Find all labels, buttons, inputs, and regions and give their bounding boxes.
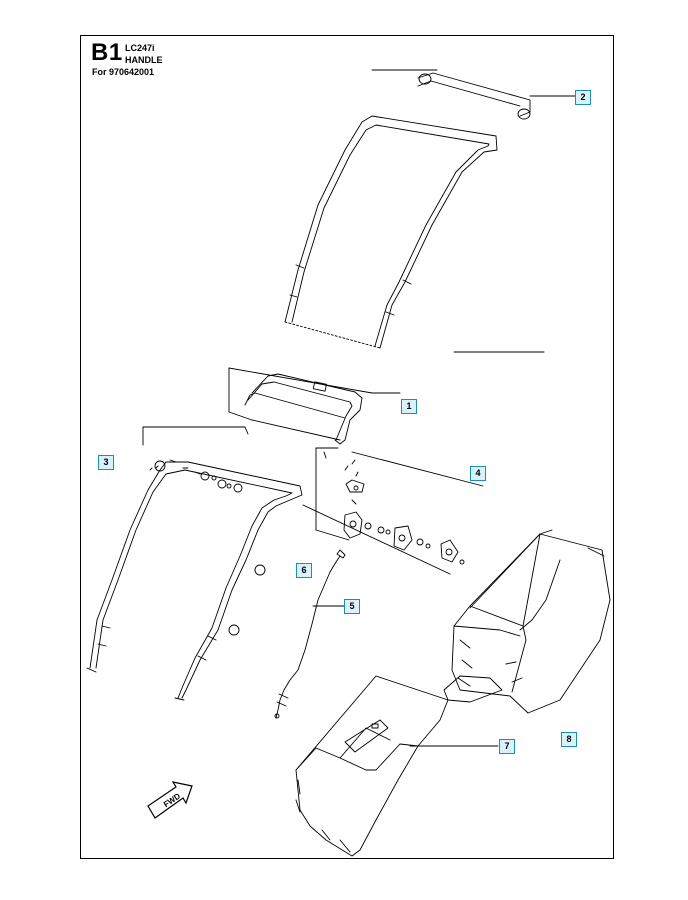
callout-3: 3 (98, 455, 114, 470)
callout-7: 7 (499, 739, 515, 754)
callout-8: 8 (561, 732, 577, 747)
upper-grip-bar (372, 70, 575, 119)
bag-frame (296, 676, 498, 856)
part3-bracket-lines (143, 427, 248, 445)
diagram-title: HANDLE (125, 55, 163, 65)
callout-4: 4 (470, 466, 486, 481)
height-adjust-assembly (303, 448, 483, 574)
lower-handle-tube (87, 460, 302, 700)
grass-bag (444, 530, 610, 713)
callout-2: 2 (575, 90, 591, 105)
model-name: LC247i (125, 43, 155, 53)
upper-handle-tube (285, 116, 544, 352)
forward-arrow (148, 782, 192, 818)
section-code: B1 (91, 39, 123, 66)
handle-bracket (229, 368, 400, 444)
callout-1: 1 (401, 399, 417, 414)
callout-6: 6 (296, 563, 312, 578)
for-part-number: For 970642001 (92, 67, 155, 77)
callout-5: 5 (344, 599, 360, 614)
fwd-label: FWD (161, 791, 183, 810)
